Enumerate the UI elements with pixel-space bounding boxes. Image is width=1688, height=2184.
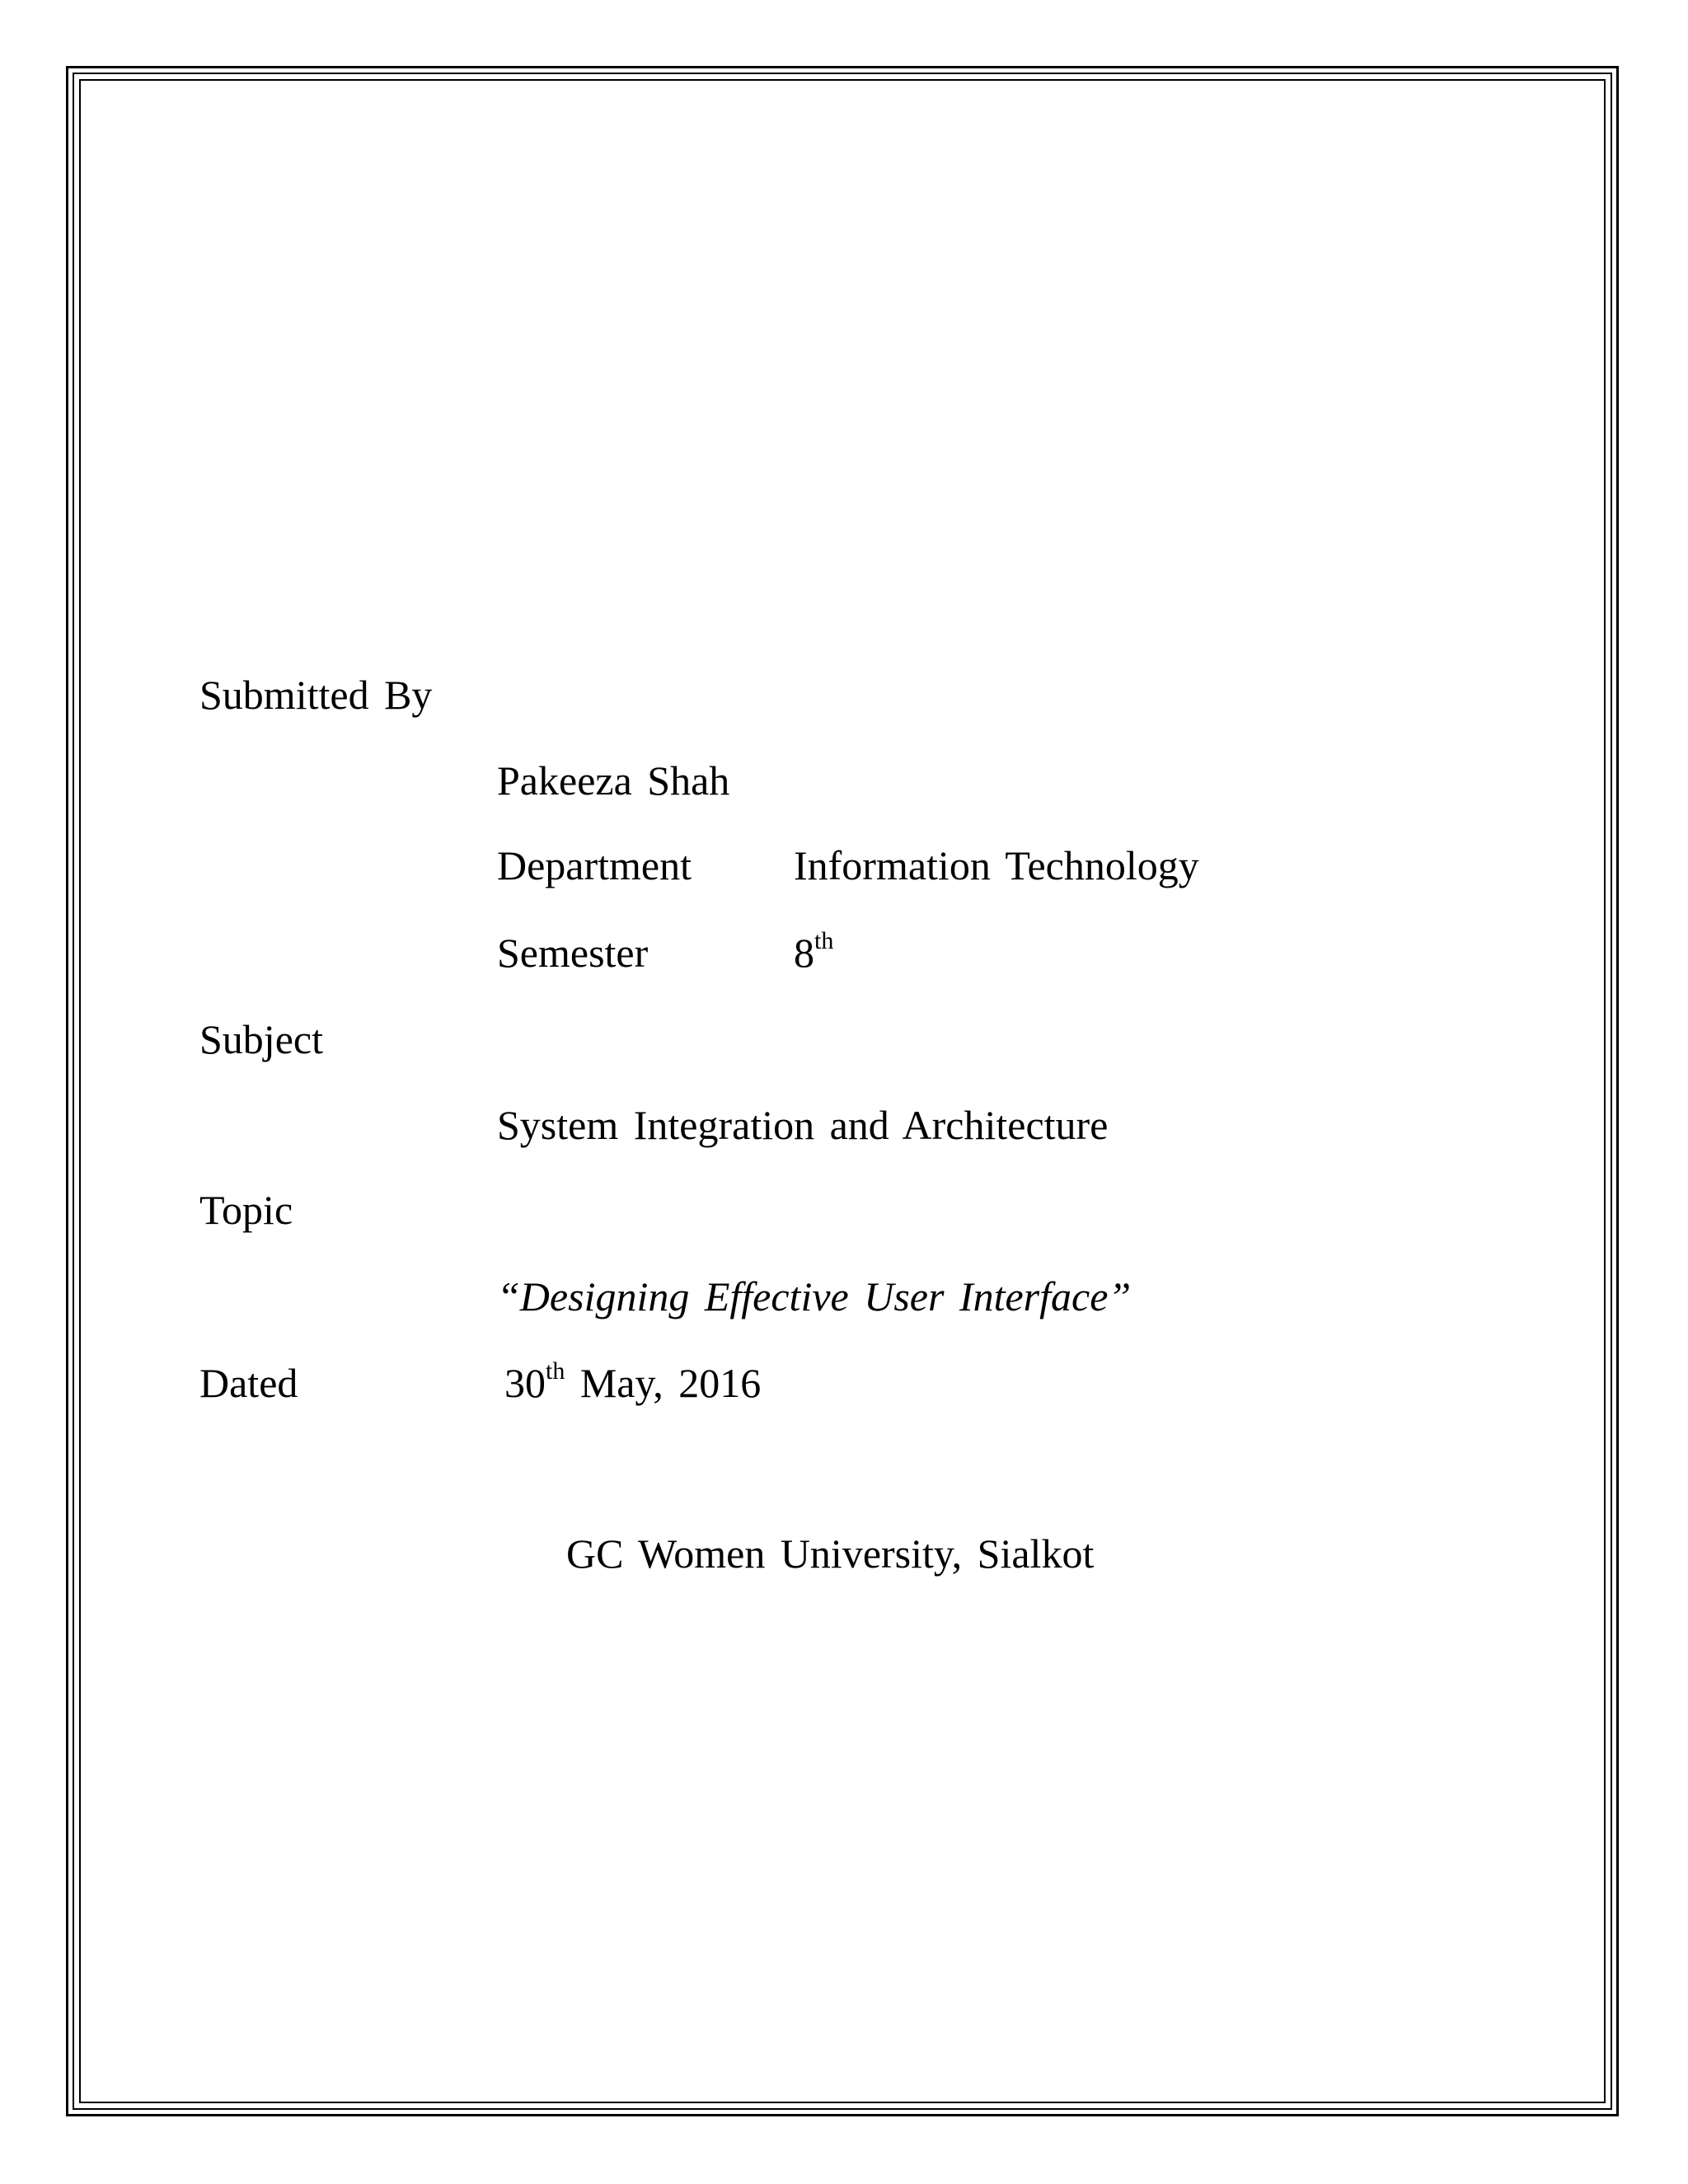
- department-label: Department: [497, 842, 692, 888]
- submitted-by-label: Submitted By: [199, 672, 433, 718]
- date-day: 30: [504, 1360, 546, 1406]
- date-ordinal-suffix: th: [546, 1357, 565, 1385]
- department-value: Information Technology: [794, 842, 1199, 888]
- topic-value: “Designing Effective User Interface”: [497, 1273, 1132, 1319]
- page-border-inner: [79, 79, 1606, 2103]
- semester-label: Semester: [497, 930, 649, 976]
- topic-label: Topic: [199, 1187, 293, 1233]
- semester-ordinal-suffix: th: [814, 927, 834, 954]
- semester-number: 8: [794, 930, 814, 976]
- institution-name: GC Women University, Sialkot: [566, 1530, 1095, 1577]
- dated-label: Dated: [199, 1360, 298, 1406]
- student-name: Pakeeza Shah: [497, 757, 730, 804]
- subject-value: System Integration and Architecture: [497, 1102, 1109, 1148]
- semester-value: [794, 927, 834, 976]
- date-month-year: May, 2016: [565, 1360, 762, 1406]
- dated-value: [504, 1357, 762, 1406]
- subject-label: Subject: [199, 1016, 323, 1062]
